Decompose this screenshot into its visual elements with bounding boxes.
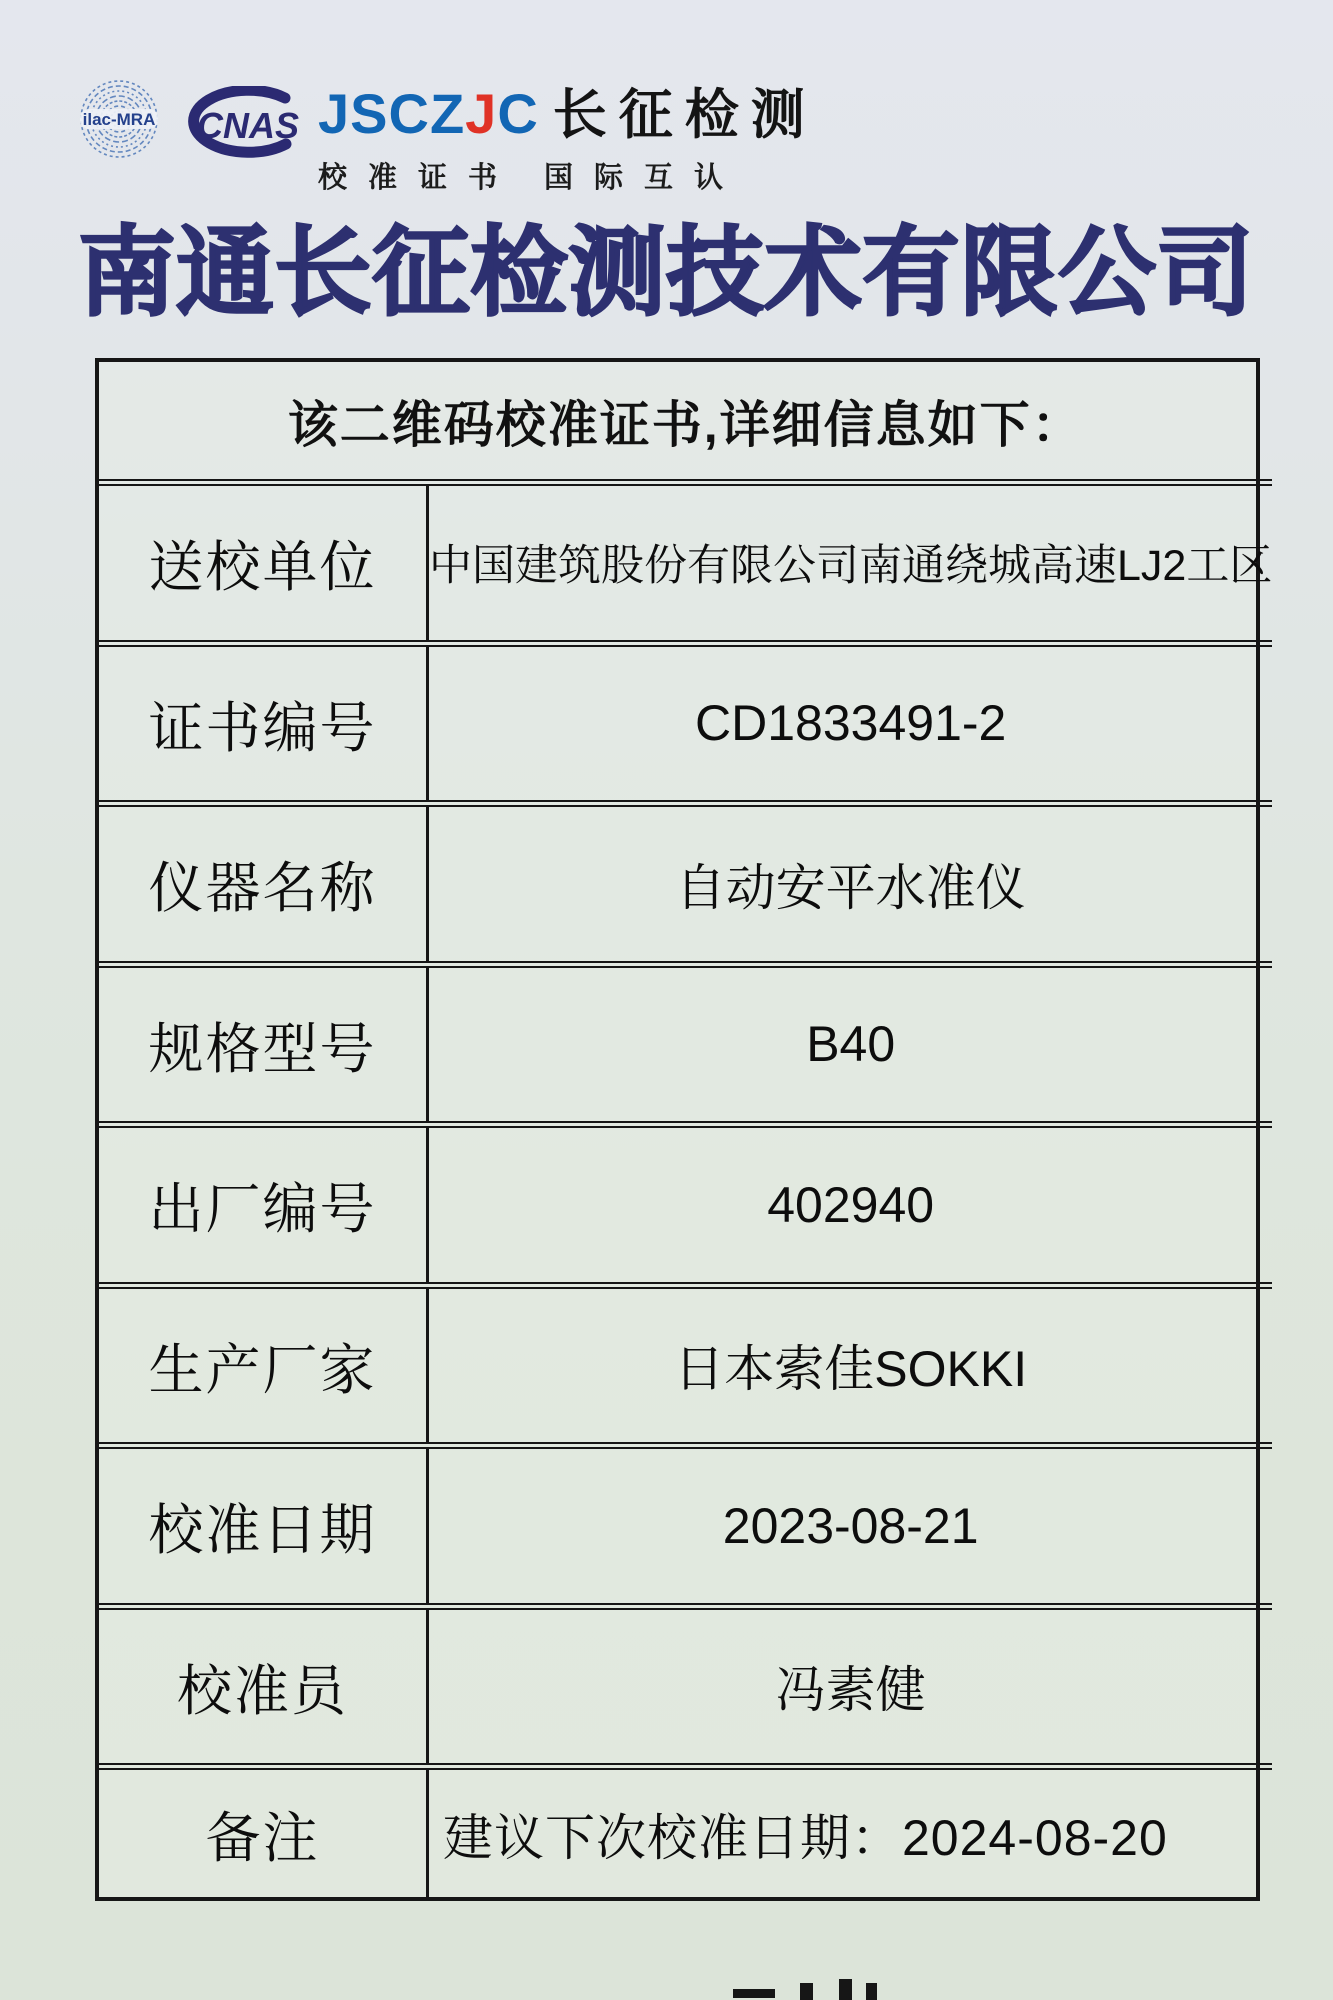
tagline-gap — [518, 155, 544, 196]
table-row-serial-no — [99, 1128, 1272, 1289]
table-row-model — [99, 968, 1272, 1129]
row-label: 规格型号 — [99, 968, 429, 1122]
table-row-unit — [99, 486, 1272, 647]
row-value: CD1833491-2 — [695, 695, 1007, 752]
table-row-remarks — [99, 1770, 1272, 1897]
row-value: 2023-08-21 — [722, 1497, 979, 1554]
table-row-instrument-name — [99, 807, 1272, 968]
row-label: 校准日期 — [99, 1449, 429, 1603]
brand-wordmark-line1 — [318, 72, 817, 149]
cropped-text-fragment — [839, 1979, 852, 2000]
brand-tagline — [318, 155, 817, 196]
table-row-certificate-no — [99, 647, 1272, 808]
row-value: 中国建筑股份有限公司南通绕城高速LJ2工区 — [429, 542, 1273, 591]
certificate-table — [95, 358, 1273, 1901]
table-row-manufacturer — [99, 1289, 1272, 1450]
table-header: 该二维码校准证书,详细信息如下： — [99, 362, 1272, 486]
company-title: 南通长征检测技术有限公司 — [78, 218, 1255, 327]
cropped-text-fragment — [733, 1989, 775, 1998]
row-label: 送校单位 — [99, 486, 429, 640]
row-value: 自动安平水准仪 — [675, 859, 1026, 916]
row-value: 日本索佳SOKKI — [674, 1341, 1028, 1398]
row-value: B40 — [806, 1016, 896, 1073]
cropped-text-fragment — [800, 1983, 813, 2000]
row-label: 证书编号 — [99, 647, 429, 801]
table-row-calibration-date — [99, 1449, 1272, 1610]
row-value: 冯素健 — [775, 1662, 926, 1719]
row-label: 校准员 — [99, 1610, 429, 1764]
table-row-calibrator — [99, 1610, 1272, 1771]
ilac-mra-text: ilac-MRA — [82, 110, 156, 129]
row-value: 402940 — [767, 1176, 935, 1233]
wordmark-name-cn: 长征检测 — [552, 85, 817, 145]
cnas-logo-icon — [173, 86, 301, 160]
row-label: 出厂编号 — [99, 1128, 429, 1282]
row-label: 仪器名称 — [99, 807, 429, 961]
row-label: 备注 — [99, 1770, 429, 1897]
wordmark-j-red: J — [465, 82, 498, 145]
row-label: 生产厂家 — [99, 1289, 429, 1443]
tagline-right: 国际互认 — [544, 162, 745, 194]
ilac-mra-logo-icon — [78, 78, 160, 160]
cnas-text: CNAS — [197, 105, 300, 146]
wordmark-c: C — [497, 82, 539, 145]
logo-strip — [75, 70, 1255, 194]
wordmark-jscz: JSCZ — [318, 82, 466, 145]
brand-wordmark — [318, 72, 817, 196]
cropped-text-fragment — [866, 1983, 877, 2000]
row-value: 建议下次校准日期：2024-08-20 — [443, 1809, 1168, 1866]
tagline-left: 校准证书 — [318, 162, 519, 194]
